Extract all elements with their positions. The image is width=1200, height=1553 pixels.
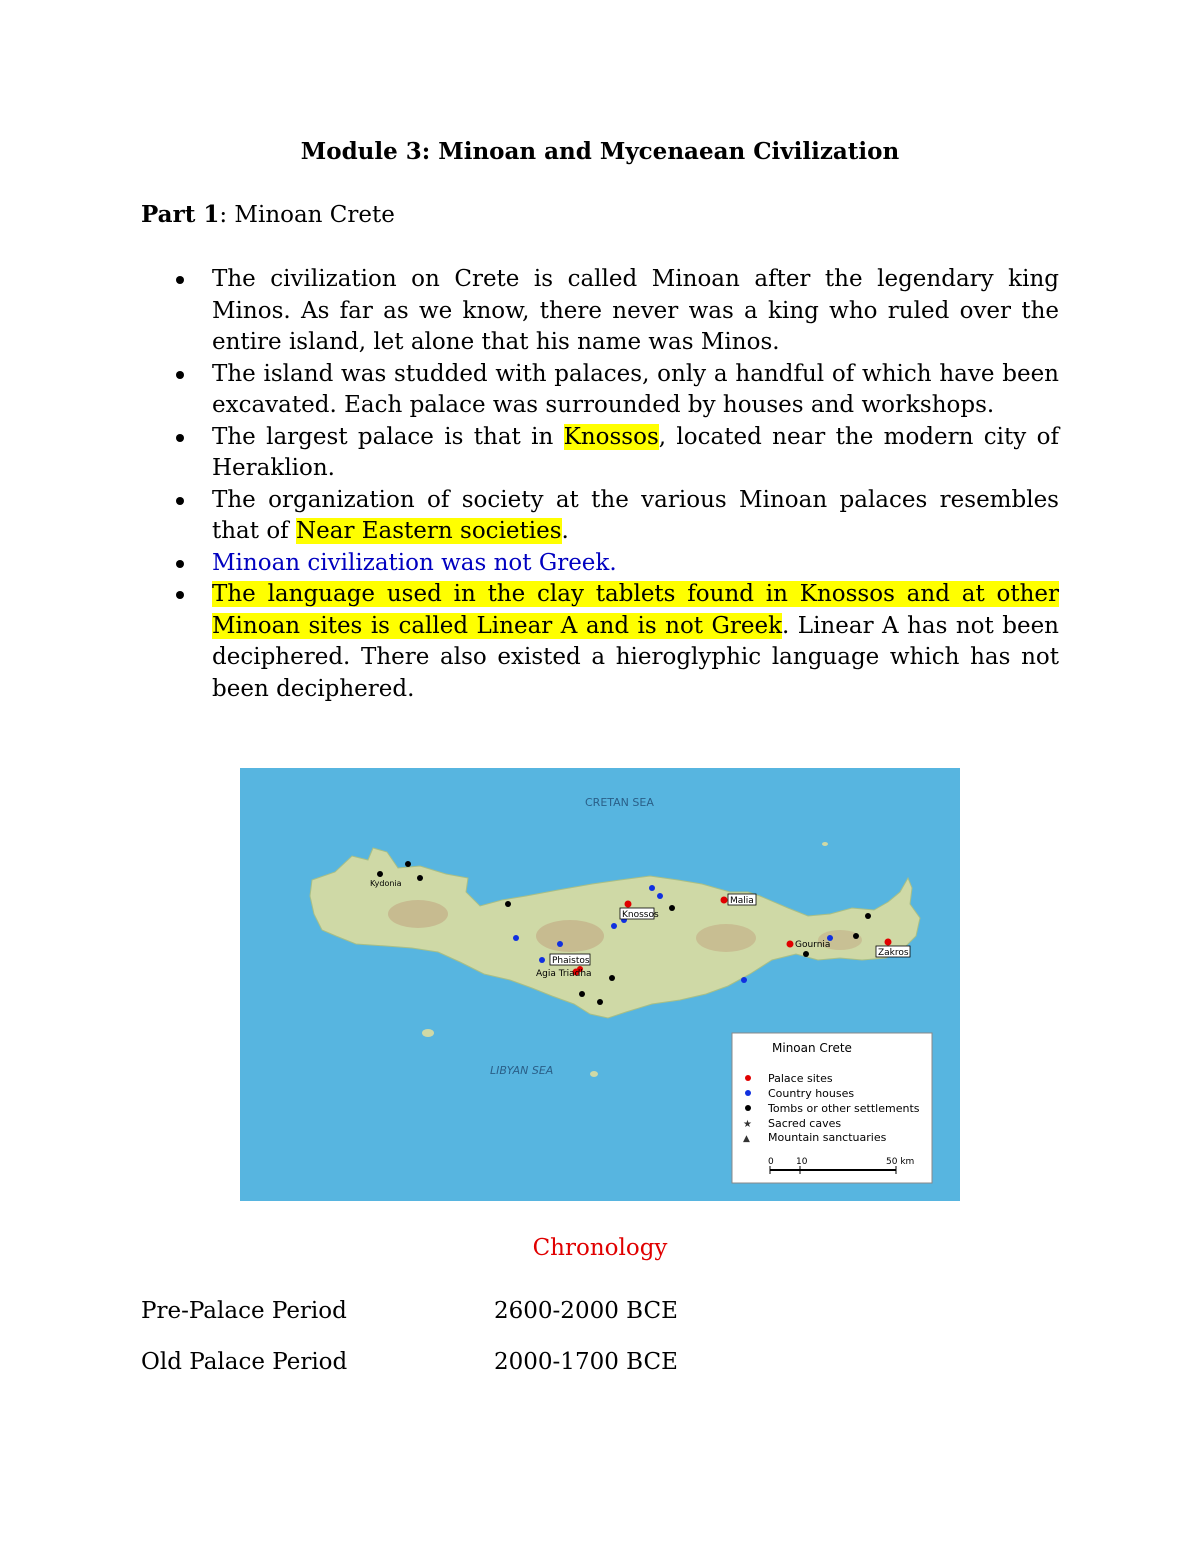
place-label-agia-triadha: Agia Triadha — [536, 969, 592, 979]
part-name: Minoan Crete — [234, 202, 395, 228]
tomb-marker — [865, 913, 871, 919]
palace-marker-zakros — [885, 939, 892, 946]
part-separator: : — [219, 202, 235, 228]
tomb-marker — [609, 975, 615, 981]
map-legend — [732, 1033, 932, 1183]
period-name: Pre-Palace Period — [141, 1298, 347, 1324]
legend-swatch-house — [745, 1090, 751, 1096]
chronology-heading: Chronology — [532, 1235, 668, 1261]
legend-item-house: Country houses — [768, 1087, 855, 1100]
legend-item-cave: Sacred caves — [768, 1117, 842, 1130]
place-label-gournia: Gournia — [795, 940, 831, 950]
house-marker — [741, 977, 747, 983]
legend-title: Minoan Crete — [772, 1041, 852, 1055]
legend-item-tomb: Tombs or other settlements — [768, 1102, 920, 1115]
legend-swatch-sanctuary: ▲ — [743, 1134, 750, 1144]
part-heading — [141, 201, 395, 228]
sea-label-north: CRETAN SEA — [585, 796, 654, 809]
highlight-knossos: Knossos — [563, 423, 659, 450]
bullet-text: . — [561, 518, 569, 544]
house-marker — [513, 935, 519, 941]
palace-marker-knossos — [625, 901, 632, 908]
bullet-text: . Linear A has not been deciphered. There also existed a hieroglyphic language which has not been deciphered. — [212, 612, 1059, 702]
sea-label-south: LIBYAN SEA — [490, 1064, 554, 1077]
palace-marker-gournia — [787, 941, 794, 948]
part-label: Part 1 — [141, 201, 220, 228]
bullet-item — [141, 579, 1059, 705]
page-title: Module 3: Minoan and Mycenaean Civilization — [300, 138, 900, 165]
place-label-phaistos: Phaistos — [552, 956, 590, 966]
house-marker — [557, 941, 563, 947]
place-label-knossos: Knossos — [622, 910, 659, 920]
house-marker — [611, 923, 617, 929]
period-dates: 2000-1700 BCE — [494, 1349, 678, 1375]
bullet-list — [141, 264, 1059, 705]
highlight-linear-a: The language used in the clay tablets found in Knossos and at other Minoan sites is called Linear A and is not Greek — [212, 581, 1059, 639]
tomb-marker — [377, 871, 383, 877]
house-marker — [539, 957, 545, 963]
scale-label-start: 0 — [768, 1157, 774, 1167]
bullet-item — [141, 264, 1059, 359]
bullet-item — [141, 485, 1059, 548]
map-graphic — [240, 768, 960, 1201]
tomb-marker — [597, 999, 603, 1005]
period-name: Old Palace Period — [141, 1349, 348, 1375]
bullet-text: , located near the modern city of Heraklion. — [212, 423, 1059, 481]
house-marker — [649, 885, 655, 891]
period-dates: 2600-2000 BCE — [494, 1298, 678, 1324]
blue-statement: Minoan civilization was not Greek. — [212, 549, 617, 576]
legend-swatch-cave: ★ — [743, 1119, 752, 1130]
legend-swatch-palace — [745, 1075, 751, 1081]
legend-swatch-tomb — [745, 1105, 751, 1111]
legend-item-palace: Palace sites — [768, 1072, 833, 1085]
bullet-text: The civilization on Crete is called Minoan after the legendary king Minos. As far as we know, there never was a king who ruled over the entire island, let alone that his name was Minos. — [212, 266, 1059, 355]
tomb-marker — [579, 991, 585, 997]
palace-marker-malia — [721, 897, 728, 904]
bullet-item — [141, 422, 1059, 485]
bullet-text: The largest palace is that in — [212, 423, 564, 450]
tomb-marker — [669, 905, 675, 911]
highlight-near-eastern: Near Eastern societies — [296, 518, 562, 544]
tomb-marker — [505, 901, 511, 907]
place-label-zakros: Zakros — [878, 948, 909, 958]
tomb-marker — [803, 951, 809, 957]
minoan-crete-map — [240, 768, 960, 1201]
bullet-text: The organization of society at the various Minoan palaces resembles that of — [212, 486, 1059, 544]
legend-item-sanctuary: Mountain sanctuaries — [768, 1131, 887, 1144]
house-marker — [657, 893, 663, 899]
place-label-kydonia: Kydonia — [370, 879, 402, 888]
tomb-marker — [853, 933, 859, 939]
scale-label-end: 50 km — [886, 1157, 915, 1167]
tomb-marker — [405, 861, 411, 867]
bullet-text: The island was studded with palaces, only a handful of which have been excavated. Each palace was surrounded by houses and workshops. — [212, 360, 1059, 418]
bullet-item — [141, 359, 1059, 422]
bullet-item — [141, 548, 1059, 580]
tomb-marker — [417, 875, 423, 881]
scale-label-mid: 10 — [796, 1157, 808, 1167]
place-label-malia: Malia — [730, 896, 754, 906]
